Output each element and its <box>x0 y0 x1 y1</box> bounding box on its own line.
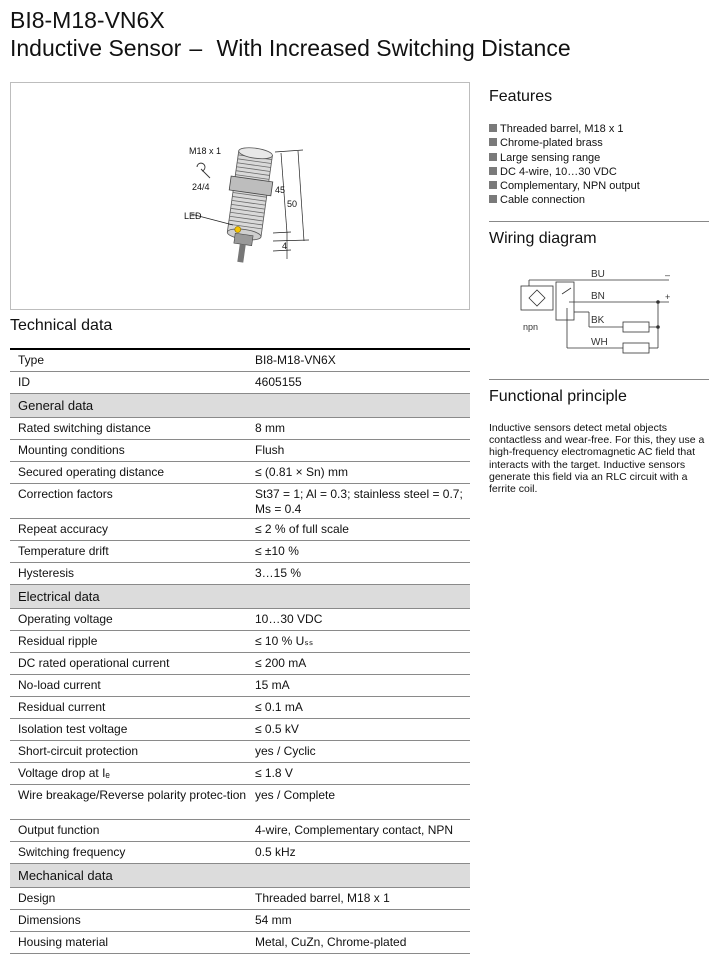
property-value: Threaded barrel, M18 x 1 <box>247 888 470 910</box>
section-header-row <box>10 864 470 888</box>
feature-label: DC 4-wire, 10…30 VDC <box>500 165 617 178</box>
property-name: Temperature drift <box>10 541 247 563</box>
property-value: ≤ ±10 % <box>247 541 470 563</box>
features-heading: Features <box>489 88 553 105</box>
property-name: Operating voltage <box>10 609 247 631</box>
property-name: Mounting conditions <box>10 440 247 462</box>
property-name: Residual ripple <box>10 631 247 653</box>
table-row <box>10 418 470 440</box>
property-name: Housing material <box>10 932 247 954</box>
section-title: Electrical data <box>10 585 247 609</box>
dim-45-label: 45 <box>275 185 286 195</box>
property-value: ≤ 0.1 mA <box>247 697 470 719</box>
property-value: 3…15 % <box>247 563 470 585</box>
section-header-row <box>10 394 470 418</box>
table-row <box>10 888 470 910</box>
functional-principle-heading: Functional principle <box>489 388 627 405</box>
property-name: Design <box>10 888 247 910</box>
minus-label: – <box>665 270 671 280</box>
property-value: 4-wire, Complementary contact, NPN <box>247 820 470 842</box>
property-name: Correction factors <box>10 484 247 519</box>
property-value: ≤ 0.5 kV <box>247 719 470 741</box>
wrench-label: 24/4 <box>192 182 210 192</box>
table-row <box>10 842 470 864</box>
bullet-square-icon <box>489 167 497 175</box>
property-value <box>247 585 470 609</box>
table-row <box>10 609 470 631</box>
page-title <box>10 6 571 62</box>
property-name: Isolation test voltage <box>10 719 247 741</box>
table-row <box>10 719 470 741</box>
property-name: ID <box>10 372 247 394</box>
property-value: ≤ 1.8 V <box>247 763 470 785</box>
table-row <box>10 440 470 462</box>
property-name: Switching frequency <box>10 842 247 864</box>
table-row <box>10 820 470 842</box>
property-name: No-load current <box>10 675 247 697</box>
property-name: Type <box>10 349 247 372</box>
feature-item <box>489 151 640 165</box>
property-value: yes / Complete <box>247 785 470 820</box>
table-row <box>10 349 470 372</box>
feature-label: Threaded barrel, M18 x 1 <box>500 123 624 135</box>
property-name: Wire breakage/Reverse polarity protec-tion <box>10 785 247 820</box>
property-value: 4605155 <box>247 372 470 394</box>
table-row <box>10 675 470 697</box>
wire-bu-label: BU <box>591 269 605 280</box>
bullet-square-icon <box>489 181 497 189</box>
table-row <box>10 653 470 675</box>
property-value: 0.5 kHz <box>247 842 470 864</box>
property-value: yes / Cyclic <box>247 741 470 763</box>
table-row <box>10 462 470 484</box>
property-name: Short-circuit protection <box>10 741 247 763</box>
npn-label: npn <box>523 322 539 332</box>
wire-wh-label: WH <box>591 337 608 348</box>
feature-item <box>489 122 640 136</box>
section-header-row <box>10 585 470 609</box>
feature-label: Large sensing range <box>500 151 601 164</box>
property-name: Dimensions <box>10 910 247 932</box>
table-row <box>10 697 470 719</box>
plus-label: + <box>665 292 671 302</box>
property-value: 15 mA <box>247 675 470 697</box>
dim-4-label: 4 <box>282 241 288 251</box>
property-value <box>247 394 470 418</box>
property-name: Output function <box>10 820 247 842</box>
section-title: Mechanical data <box>10 864 247 888</box>
property-value: ≤ 2 % of full scale <box>247 519 470 541</box>
property-value: 10…30 VDC <box>247 609 470 631</box>
divider <box>489 221 709 222</box>
divider <box>489 379 709 380</box>
product-subtitle: Inductive Sensor – With Increased Switching Distance <box>10 35 571 61</box>
feature-item <box>489 179 640 193</box>
feature-label: Chrome-plated brass <box>500 137 603 150</box>
table-row <box>10 484 470 519</box>
wire-bn-label: BN <box>591 291 605 302</box>
property-value: BI8-M18-VN6X <box>247 349 470 372</box>
led-label: LED <box>184 211 202 221</box>
feature-label: Complementary, NPN output <box>500 180 640 193</box>
feature-item <box>489 165 640 179</box>
table-row <box>10 910 470 932</box>
wire-bk-label: BK <box>591 315 605 326</box>
table-row <box>10 631 470 653</box>
property-name: DC rated operational current <box>10 653 247 675</box>
property-value: ≤ 10 % Uₛₛ <box>247 631 470 653</box>
table-row <box>10 763 470 785</box>
bullet-square-icon <box>489 195 497 203</box>
bullet-square-icon <box>489 124 497 132</box>
wiring-diagram <box>519 268 679 360</box>
property-name: Residual current <box>10 697 247 719</box>
technical-data-heading: Technical data <box>10 317 113 334</box>
property-value: 54 mm <box>247 910 470 932</box>
table-row <box>10 541 470 563</box>
feature-label: Cable connection <box>500 194 586 207</box>
property-name: Rated switching distance <box>10 418 247 440</box>
property-value: ≤ 200 mA <box>247 653 470 675</box>
thread-label: M18 x 1 <box>189 146 222 156</box>
feature-item <box>489 136 640 150</box>
bullet-square-icon <box>489 153 497 161</box>
table-row <box>10 741 470 763</box>
technical-data-table <box>10 348 470 954</box>
table-row <box>10 785 470 820</box>
sensor-barrel <box>219 145 277 265</box>
property-value: 8 mm <box>247 418 470 440</box>
property-value: Metal, CuZn, Chrome-plated <box>247 932 470 954</box>
table-row <box>10 932 470 954</box>
wrench-icon <box>197 163 210 178</box>
product-code: BI8-M18-VN6X <box>10 7 165 33</box>
section-title: General data <box>10 394 247 418</box>
property-value: ≤ (0.81 × Sn) mm <box>247 462 470 484</box>
table-row <box>10 372 470 394</box>
property-name: Voltage drop at Iₑ <box>10 763 247 785</box>
table-row <box>10 563 470 585</box>
product-drawing <box>10 82 470 310</box>
property-name: Hysteresis <box>10 563 247 585</box>
property-name: Repeat accuracy <box>10 519 247 541</box>
functional-principle-text: Inductive sensors detect metal objects contactless and wear-free. For this, they use a high-frequency electromagnetic AC field that interacts with the target. Inductive sensors generate this field via an RLC circuit with a ferrite coil. <box>489 422 705 496</box>
table-row <box>10 519 470 541</box>
wiring-diagram-heading: Wiring diagram <box>489 230 597 247</box>
property-name: Secured operating distance <box>10 462 247 484</box>
property-value <box>247 864 470 888</box>
bullet-square-icon <box>489 138 497 146</box>
dim-50-label: 50 <box>287 199 298 209</box>
property-value: Flush <box>247 440 470 462</box>
features-list <box>489 122 640 208</box>
property-value: St37 = 1; Al = 0.3; stainless steel = 0.7; Ms = 0.4 <box>247 484 470 519</box>
feature-item <box>489 193 640 207</box>
